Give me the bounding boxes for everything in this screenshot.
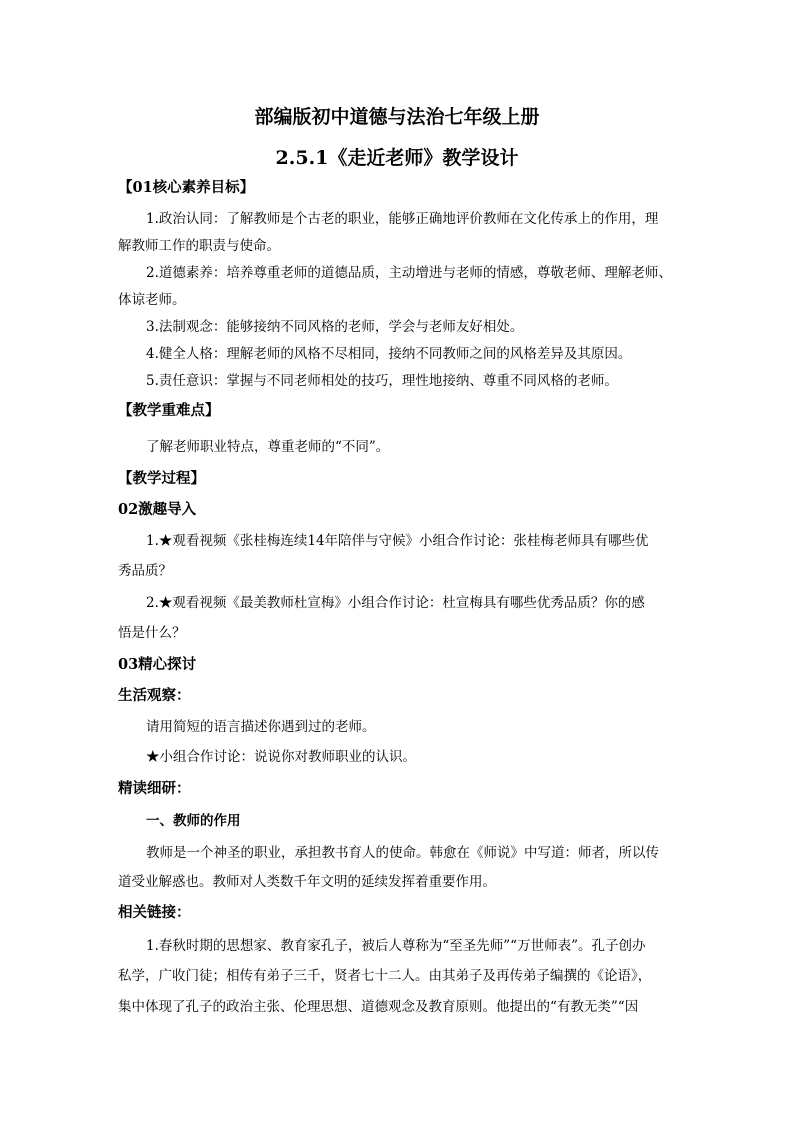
- section-heading-key-points: 【教学重难点】: [118, 402, 220, 419]
- close-reading-heading: 精读细研：: [118, 780, 191, 797]
- goal-3: 3.法制观念：能够接纳不同风格的老师，学会与老师友好相处。: [146, 319, 524, 335]
- life-observation-heading: 生活观察：: [118, 687, 191, 704]
- goal-4: 4.健全人格：理解老师的风格不尽相同，接纳不同教师之间的风格差异及其原因。: [146, 346, 632, 362]
- teacher-role-line-2: 道受业解惑也。教师对人类数千年文明的延续发挥着重要作用。: [118, 874, 496, 890]
- goal-2-line-1: 2.道德素养：培养尊重老师的道德品质，主动增进与老师的情感，尊敬老师、理解老师、: [146, 265, 672, 281]
- teacher-role-heading: 一、教师的作用: [146, 813, 241, 829]
- life-observation-text: 请用简短的语言描述你遇到过的老师。: [146, 719, 376, 735]
- intro-1-line-1: 1.★观看视频《张桂梅连续14年陪伴与守候》小组合作讨论：张桂梅老师具有哪些优: [146, 533, 649, 549]
- section-heading-goals: 【01核心素养目标】: [118, 179, 255, 196]
- key-points-text: 了解老师职业特点，尊重老师的“不同”。: [146, 439, 390, 455]
- section-heading-intro: 02激趣导入: [118, 501, 197, 518]
- document-subtitle: 2.5.1《走近老师》教学设计: [275, 147, 519, 169]
- link-1-line-3: 集中体现了孔子的政治主张、伦理思想、道德观念及教育原则。他提出的“有教无类”“因: [118, 999, 639, 1015]
- intro-2-line-1: 2.★观看视频《最美教师杜宣梅》小组合作讨论：杜宣梅具有哪些优秀品质？你的感: [146, 595, 645, 611]
- intro-2-line-2: 悟是什么？: [118, 625, 186, 641]
- link-1-line-2: 私学，广收门徒；相传有弟子三千，贤者七十二人。由其弟子及再传弟子编撰的《论语》，: [118, 968, 652, 984]
- document-title: 部编版初中道德与法治七年级上册: [254, 106, 540, 128]
- teacher-role-line-1: 教师是一个神圣的职业，承担教书育人的使命。韩愈在《师说》中写道：师者，所以传: [146, 845, 659, 861]
- goal-1-line-1: 1.政治认同：了解教师是个古老的职业，能够正确地评价教师在文化传承上的作用，理: [146, 211, 659, 227]
- goal-1-line-2: 解教师工作的职责与使命。: [118, 238, 280, 254]
- section-heading-explore: 03精心探讨: [118, 656, 197, 673]
- related-links-heading: 相关链接：: [118, 904, 191, 921]
- link-1-line-1: 1.春秋时期的思想家、教育家孔子，被后人尊称为“至圣先师”“万世师表”。孔子创办: [146, 938, 646, 954]
- section-heading-process: 【教学过程】: [118, 470, 205, 487]
- goal-5: 5.责任意识：掌握与不同老师相处的技巧，理性地接纳、尊重不同风格的老师。: [146, 373, 618, 389]
- intro-1-line-2: 秀品质？: [118, 563, 172, 579]
- goal-2-line-2: 体谅老师。: [118, 292, 186, 308]
- life-observation-discussion: ★小组合作讨论：说说你对教师职业的认识。: [146, 749, 416, 765]
